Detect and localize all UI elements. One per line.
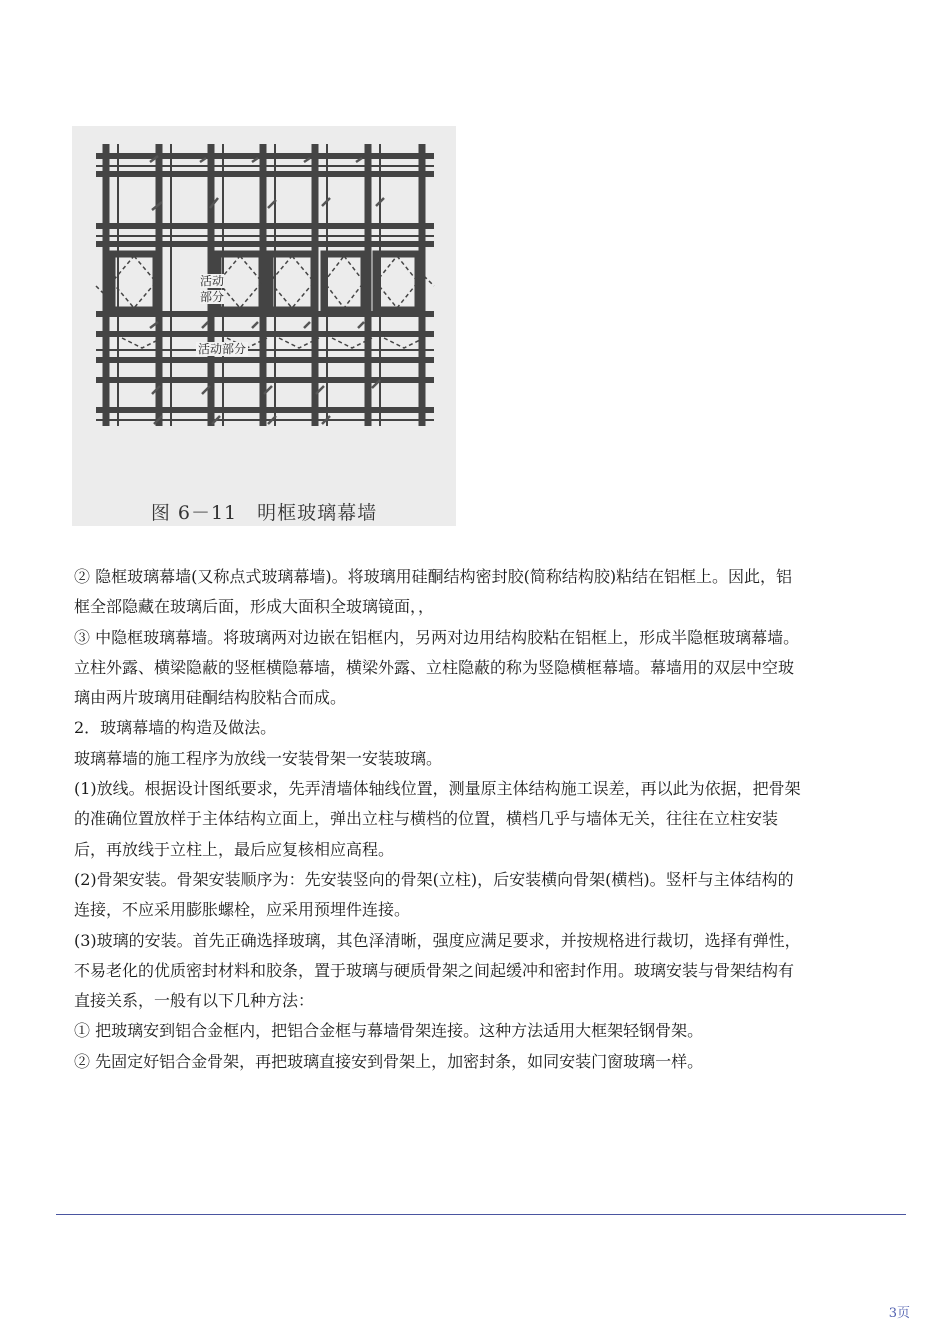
page-number: 3页	[888, 1306, 910, 1321]
footer-divider	[56, 1214, 906, 1215]
curtain-wall-grid-drawing	[72, 126, 456, 526]
paragraph-line: 玻璃幕墙的施工程序为放线一安装骨架一安装玻璃。	[74, 748, 443, 768]
curtain-wall-figure	[72, 126, 456, 526]
paragraph-line: 框全部隐藏在玻璃后面，形成大面积全玻璃镜面，，	[74, 597, 435, 617]
paragraph-line: ② 隐框玻璃幕墙(又称点式玻璃幕墙)。将玻璃用硅酮结构密封胶(简称结构胶)粘结在铝框上。因此，铝	[74, 567, 793, 586]
paragraph-line: 不易老化的优质密封材料和胶条，置于玻璃与硬质骨架之间起缓冲和密封作用。玻璃安装与骨架结构有	[74, 960, 795, 980]
paragraph-line: ② 先固定好铝合金骨架，再把玻璃直接安到骨架上，加密封条，如同安装门窗玻璃一样。	[74, 1051, 704, 1071]
figure-label-movable-bottom: 部分	[200, 290, 225, 304]
paragraph-line: 璃由两片玻璃用硅酮结构胶粘合而成。	[74, 688, 347, 708]
paragraph-line: (2)骨架安装。骨架安装顺序为：先安装竖向的骨架(立柱)，后安装横向骨架(横档)。竖杆与主体结构的	[74, 869, 794, 889]
paragraph-line: 直接关系，一般有以下几种方法：	[74, 991, 315, 1011]
figure-caption: 图 6－11 明框玻璃幕墙	[150, 502, 378, 524]
section-heading: 2．玻璃幕墙的构造及做法。	[74, 718, 277, 738]
paragraph-line: (3)玻璃的安装。首先正确选择玻璃，其色泽清晰，强度应满足要求，并按规格进行裁切，选择有弹性，	[74, 930, 801, 950]
document-body	[74, 562, 880, 1077]
figure-label-movable-top: 活动	[200, 274, 225, 288]
paragraph-line: 的准确位置放样于主体结构立面上，弹出立柱与横档的位置，横档几乎与墙体无关，往往在立柱安装	[74, 809, 779, 829]
figure-label-movable-row: 活动部分	[198, 342, 247, 356]
paragraph-line: 立柱外露、横梁隐蔽的竖框横隐幕墙，横梁外露、立柱隐蔽的称为竖隐横框幕墙。幕墙用的双层中空玻	[74, 657, 795, 677]
paragraph-line: ① 把玻璃安到铝合金框内，把铝合金框与幕墙骨架连接。这种方法适用大框架轻钢骨架。	[74, 1021, 704, 1041]
paragraph-line: 后，再放线于立柱上，最后应复核相应高程。	[74, 839, 395, 859]
paragraph-line: (1)放线。根据设计图纸要求，先弄清墙体轴线位置，测量原主体结构施工误差，再以此为依据，把骨架	[74, 779, 801, 799]
paragraph-line: 连接，不应采用膨胀螺栓，应采用预埋件连接。	[74, 900, 411, 920]
paragraph-line: ③ 中隐框玻璃幕墙。将玻璃两对边嵌在铝框内，另两对边用结构胶粘在铝框上，形成半隐框玻璃幕墙。	[74, 627, 800, 647]
